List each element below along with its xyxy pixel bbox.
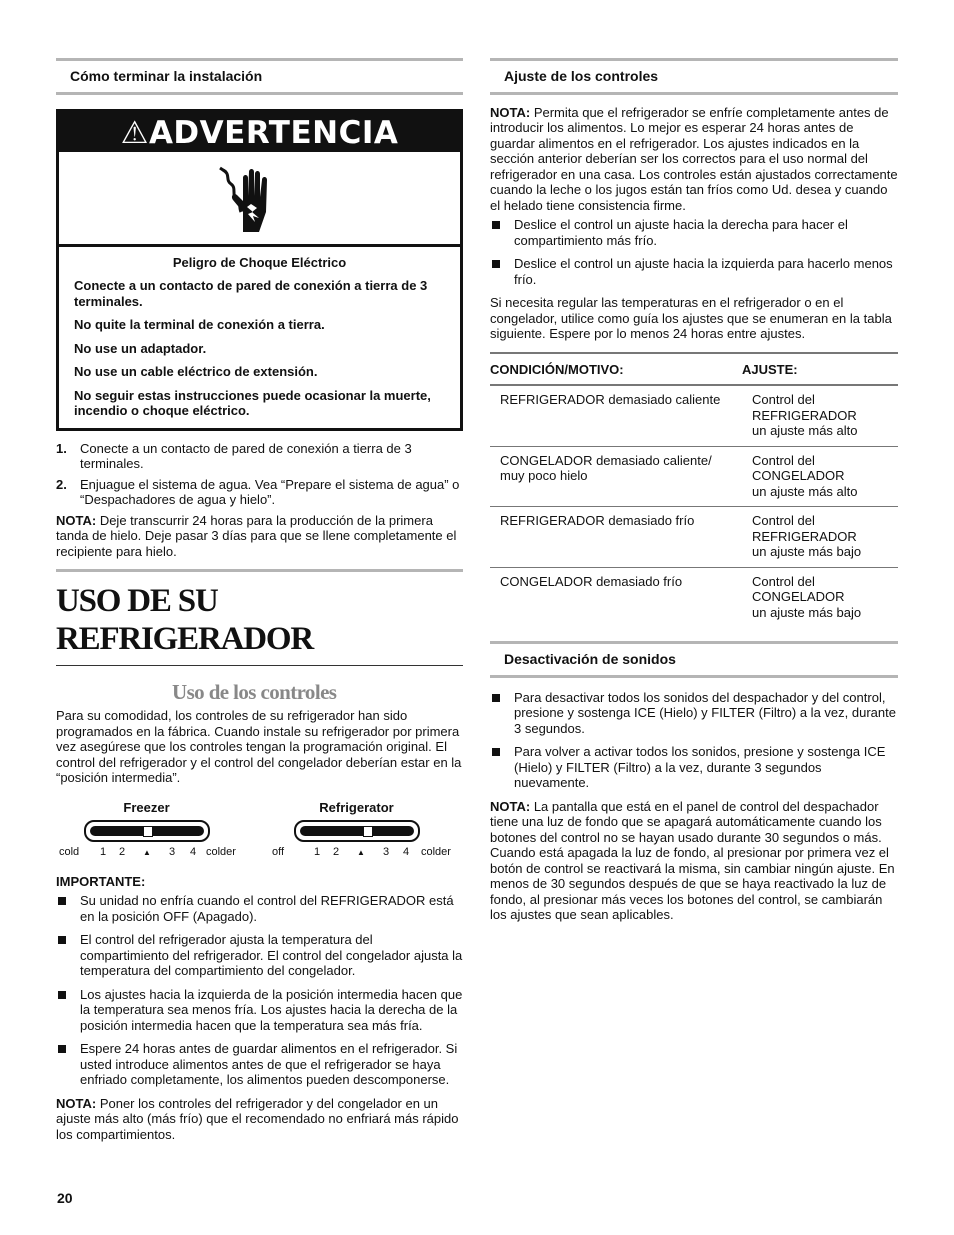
refrigerator-scale-1: 1 [314,845,321,858]
freezer-label: Freezer [123,799,170,815]
table-header-row [490,353,898,386]
adjustment-line: Control del [752,452,815,468]
list-item: Deslice el control un ajuste hacia la derecha para hacer el compartimiento más frío. [490,217,898,248]
control-sliders [56,800,463,870]
warning-title-bar [59,112,460,152]
important-label: IMPORTANTE: [56,873,146,889]
refrigerator-middle-marker-icon: ▲ [357,847,365,857]
freezer-scale-3: 3 [169,845,176,858]
adjustment-cell [742,446,898,507]
settings-table [490,352,898,628]
note-label: NOTA: [56,1095,97,1111]
install-steps [56,441,463,508]
table-row [490,385,898,446]
freezer-scale-4: 4 [190,845,197,858]
list-item: Para volver a activar todos los sonidos, presione y sostenga ICE (Hielo) y FILTER (Filtro) a la vez, durante 3 segundos nuevamente. [490,744,898,791]
note-text: Poner los controles del refrigerador y del congelador en un ajuste más alto (más frío) que el recomendado no enfriará más rápido los compartimientos. [56,1095,459,1142]
adjustment-line: CONGELADOR [752,468,845,483]
step-number: 2. [56,476,67,492]
adjustment-line: Control del [752,573,815,589]
freezer-scale-right: colder [206,845,236,858]
list-item: Espere 24 horas antes de guardar alimentos en el refrigerador. Si usted introduce alimentos antes de que el refrigerador se haya enfriado completamente, los alimentos pueden descomponerse. [56,1041,463,1088]
controls-intro: Para su comodidad, los controles de su refrigerador han sido programados en la fábrica. Cuando instale su refrigerador por primera vez asegúrese que los controles tengan la programación original. El control del refrigerador y el control del congelador deberían estar en la “posición intermedia”. [56,708,462,785]
sound-list [490,690,898,791]
refrigerator-scale-4: 4 [403,845,410,858]
adjustment-line: CONGELADOR [752,589,845,604]
shock-hazard-area [59,152,460,247]
adjustment-line: Control del [752,392,815,407]
adjustment-line: REFRIGERADOR [752,528,857,544]
note-text: Permita que el refrigerador se enfríe completamente antes de introducir los alimentos. Lo mejor es esperar 24 horas antes de guardar alimentos en el refrigerador. Los ajustes indicados en la sección anterior deberían ser los correctos para el uso normal del refrigerador en una casa. Los controles están ajustados correctamente cuando la leche o los jugos están tan fríos como Ud. desea y cuando el helado tiene consistencia firme. [490,104,898,213]
warning-line: No use un cable eléctrico de extensión. [74,364,318,379]
freezer-scale-1: 1 [100,845,107,858]
refrigerator-knob[interactable] [363,826,373,837]
warning-line: Conecte a un contacto de pared de conexión a tierra de 3 terminales. [74,278,428,309]
warning-triangle-icon: ⚠ [120,114,149,151]
refrigerator-scale-right: colder [421,845,451,858]
warning-line: No seguir estas instrucciones puede ocasionar la muerte, incendio o choque eléctrico. [74,387,431,418]
important-list [56,893,463,1088]
table-row [490,446,898,507]
note-label: NOTA: [490,798,531,814]
backlight-note [490,799,898,923]
controls-subtitle: Uso de los controles [172,680,337,704]
freezer-scale [59,845,234,859]
refrigerator-label: Refrigerator [319,799,394,815]
adjust-paragraph: Si necesita regular las temperaturas en el refrigerador o en el congelador, utilice como guía los ajustes que se enumeran en la tabla siguiente. Espere por lo menos 24 horas entre ajustes. [490,295,892,341]
freezer-middle-marker-icon: ▲ [143,847,151,857]
refrigerator-scale-3: 3 [383,845,390,858]
table-row [490,567,898,627]
freezer-scale-2: 2 [119,845,126,858]
condition-cell: REFRIGERADOR demasiado frío [490,507,742,568]
warning-line: No use un adaptador. [74,340,207,356]
refrigerator-track[interactable] [294,820,420,842]
note-label: NOTA: [56,512,97,528]
adjustment-cell [742,385,898,446]
list-item: El control del refrigerador ajusta la temperatura del compartimiento del refrigerador. El control del congelador ajusta la temperatura del compartimiento del congelador. [56,932,463,979]
adjustment-line: REFRIGERADOR [752,407,857,423]
warning-box [56,109,463,431]
adjust-list [490,217,898,287]
list-item: Para desactivar todos los sonidos del despachador y del control, presione y sostenga ICE (Hielo) y FILTER (Filtro) a la vez, durante 3 segundos. [490,690,898,737]
note-text: Deje transcurrir 24 horas para la producción de la primera tanda de hielo. Deje pasar 3 días para que se llene completamente el recipiente para hielo. [56,512,457,559]
electric-shock-hand-icon [219,166,283,234]
freezer-track[interactable] [84,820,210,842]
page-number: 20 [57,1190,73,1206]
note-text: La pantalla que está en el panel de control del despachador tiene una luz de fondo que se apagará automáticamente cuando los botones del control no se hayan usado durante 30 segundos o más. Cuando está apagada la luz de fondo, al presionar por primera vez el botón de control se reactivará la misma, sin cambiar ningún ajuste. En menos de 30 segundos después de que se haya reactivado la luz de fondo, al presionar más veces los botones del control, se cambiarán los ajustes que sean aplicables. [490,798,895,922]
adjustment-line: un ajuste más bajo [752,604,862,620]
left-column [56,58,463,1142]
refrigerator-scale [269,845,451,859]
warning-text [59,247,460,428]
adjustment-line: Control del [752,513,815,528]
step-text: Enjuague el sistema de agua. Vea “Prepare el sistema de agua” o “Despachadores de agua y hielo”. [80,476,460,507]
controls-note [56,1096,463,1143]
refrigerator-scale-left: off [272,845,285,858]
condition-cell: CONGELADOR demasiado caliente/ muy poco hielo [490,446,742,507]
list-item: Deslice el control un ajuste hacia la izquierda para hacerlo menos frío. [490,256,898,287]
condition-cell: REFRIGERADOR demasiado caliente [490,385,742,446]
adjustment-line: un ajuste más alto [752,423,858,438]
step-item [56,441,463,472]
adjust-heading: Ajuste de los controles [490,58,898,95]
page-title: USO DE SU REFRIGERADOR [56,583,313,657]
adjustment-line: un ajuste más bajo [752,544,862,559]
list-item: Su unidad no enfría cuando el control del REFRIGERADOR está en la posición OFF (Apagado). [56,893,463,924]
install-heading: Cómo terminar la instalación [56,58,463,95]
adjustment-cell [742,567,898,627]
sound-heading: Desactivación de sonidos [490,641,898,678]
step-number: 1. [56,440,67,456]
ice-note [56,513,463,560]
note-label: NOTA: [490,104,531,120]
refrigerator-scale-2: 2 [333,845,340,858]
adjustment-line: un ajuste más alto [752,483,858,499]
warning-line: Peligro de Choque Eléctrico [172,254,347,270]
list-item: Los ajustes hacia la izquierda de la posición intermedia hacen que la temperatura sea menos fría. Los ajustes hacia la derecha de la posición intermedia hacen que la temperatura sea más fría. [56,987,463,1034]
right-column [490,58,898,923]
freezer-slider [59,800,234,859]
adjust-note [490,105,898,214]
table-row [490,507,898,568]
warning-title: ADVERTENCIA [148,114,399,151]
refrigerator-slider [269,799,451,859]
column-header-adjustment: AJUSTE: [742,353,898,386]
main-title-wrap [56,569,463,666]
freezer-knob[interactable] [143,826,153,837]
freezer-scale-left: cold [59,845,80,858]
column-header-condition: CONDICIÓN/MOTIVO: [490,353,742,386]
step-text: Conecte a un contacto de pared de conexión a tierra de 3 terminales. [80,440,412,471]
adjustment-cell [742,507,898,568]
step-item [56,477,463,508]
condition-cell: CONGELADOR demasiado frío [500,573,683,589]
warning-line: No quite la terminal de conexión a tierra. [74,317,325,332]
